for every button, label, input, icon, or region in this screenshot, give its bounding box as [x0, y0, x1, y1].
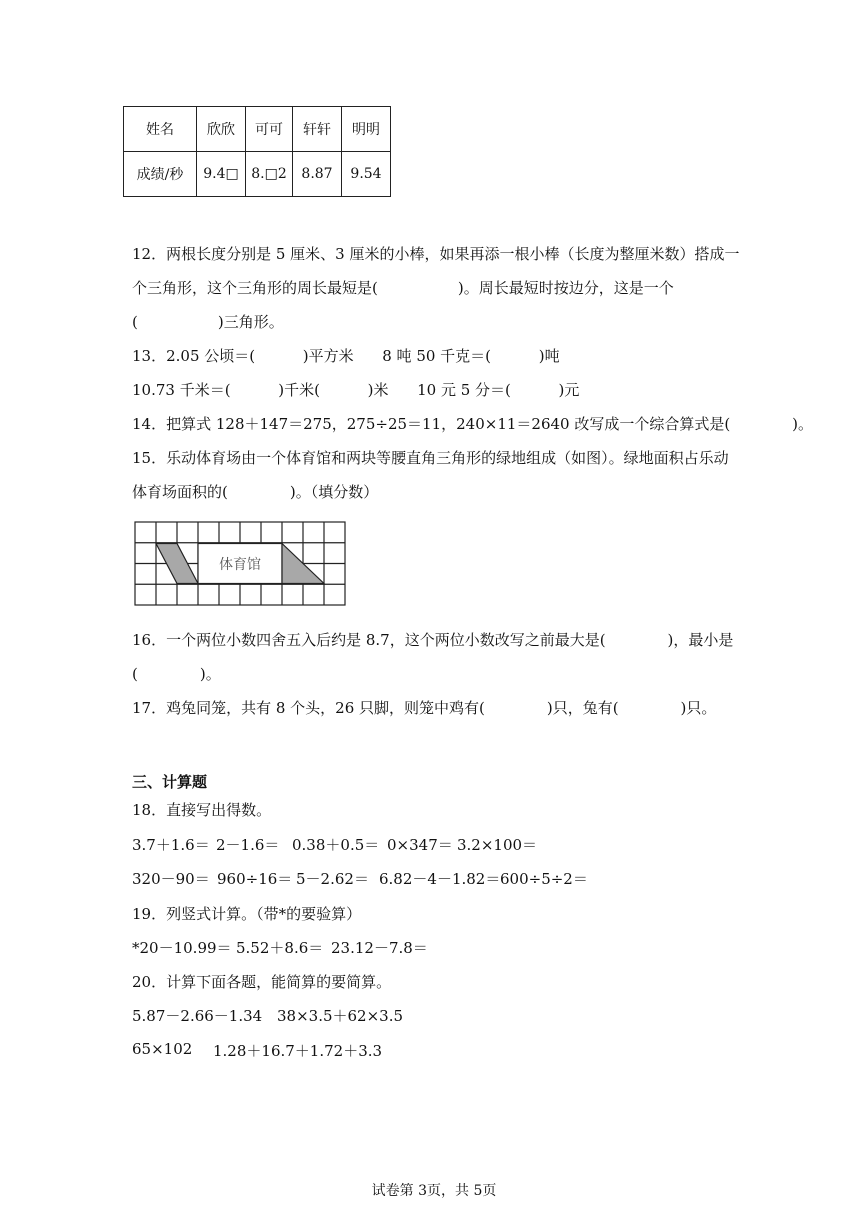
expression: 5.52＋8.6＝: [236, 939, 324, 957]
expression: 5－2.62＝: [296, 870, 369, 888]
question-text: (: [132, 313, 138, 331]
expression: 5.87－2.66－1.34: [132, 1007, 263, 1025]
question-17: 17．鸡兔同笼，共有 8 个头，26 只脚，则笼中鸡有( )只，兔有( )只。: [132, 699, 717, 717]
expression: 2－1.6＝: [216, 836, 280, 854]
table-cell: 9.54: [342, 152, 391, 197]
score-table: [123, 106, 391, 197]
table-cell: 8.87: [293, 152, 342, 197]
table-cell: 姓名: [124, 107, 197, 152]
table-row: [124, 152, 391, 197]
expression: 600÷5÷2＝: [500, 870, 588, 888]
expression: *20－10.99＝: [132, 939, 232, 957]
question-16-line-2: ( )。: [132, 665, 221, 683]
expression: 960÷16＝: [217, 870, 293, 888]
question-12-line-3: [132, 311, 284, 332]
question-15-line-1: 15．乐动体育场由一个体育馆和两块等腰直角三角形的绿地组成（如图）。绿地面积占乐动: [132, 449, 729, 467]
question-14: 14．把算式 128＋147＝275，275÷25＝11，240×11＝2640 改写成一个综合算式是( )。: [132, 415, 814, 433]
expression: 3.7＋1.6＝: [132, 836, 210, 854]
table-cell: 明明: [342, 107, 391, 152]
table-cell: 轩轩: [293, 107, 342, 152]
question-text: )三角形。: [217, 313, 284, 331]
table-cell: 成绩/秒: [124, 152, 197, 197]
expression: 320－90＝: [132, 870, 210, 888]
expression: 65×102: [132, 1040, 193, 1058]
question-19-title: 19．列竖式计算。（带*的要验算）: [132, 905, 362, 923]
question-12-line-1: 12．两根长度分别是 5 厘米、3 厘米的小棒，如果再添一根小棒（长度为整厘米数）搭成一: [132, 245, 740, 263]
question-18-title: 18．直接写出得数。: [132, 801, 272, 819]
expression: 0.38＋0.5＝: [292, 836, 380, 854]
table-cell: 欣欣: [197, 107, 246, 152]
page-footer: 试卷第 3页，共 5页: [371, 1183, 497, 1199]
question-12-line-2: [132, 277, 674, 298]
section-title: 三、计算题: [132, 773, 208, 791]
table-cell: 8.□2: [246, 152, 293, 197]
stadium-label: 体育馆: [219, 557, 261, 573]
question-text: )。周长最短时按边分，这是一个: [457, 279, 674, 297]
question-16-line-1: 16．一个两位小数四舍五入后约是 8.7，这个两位小数改写之前最大是( )，最小是: [132, 631, 734, 649]
table-row: [124, 107, 391, 152]
expression: 0×347＝: [387, 836, 453, 854]
table-cell: 9.4□: [197, 152, 246, 197]
expression: 3.2×100＝: [457, 836, 538, 854]
question-15-line-2: 体育场面积的( )。（填分数）: [132, 483, 379, 501]
table-cell: 可可: [246, 107, 293, 152]
question-text: 个三角形，这个三角形的周长最短是(: [132, 279, 378, 297]
expression: 6.82－4－1.82＝: [379, 870, 501, 888]
question-13-line-1: 13．2.05 公顷＝( )平方米 8 吨 50 千克＝( )吨: [132, 347, 560, 365]
expression: 23.12－7.8＝: [331, 939, 428, 957]
expression: 1.28＋16.7＋1.72＋3.3: [213, 1042, 383, 1060]
stadium-grid-figure: [134, 521, 348, 607]
question-20-title: 20．计算下面各题，能简算的要简算。: [132, 973, 392, 991]
question-13-line-2: 10.73 千米＝( )千米( )米 10 元 5 分＝( )元: [132, 381, 580, 399]
expression: 38×3.5＋62×3.5: [277, 1007, 404, 1025]
